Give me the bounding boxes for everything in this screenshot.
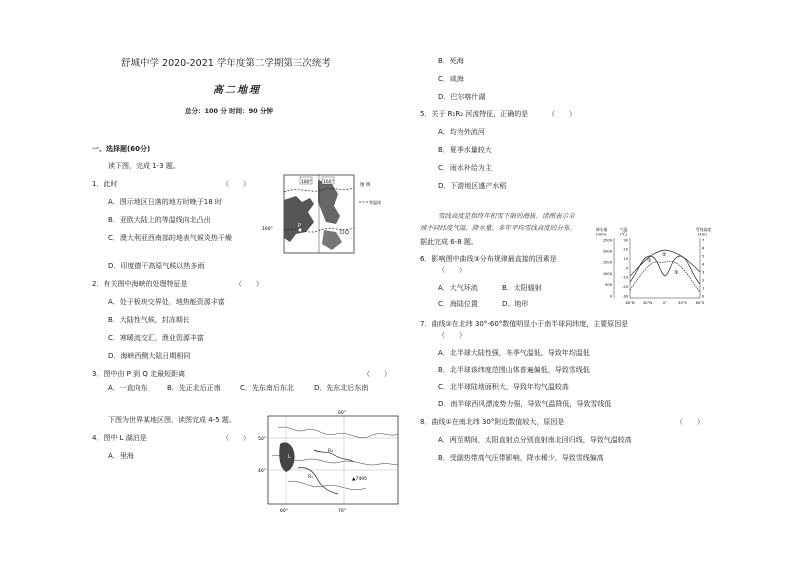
fig3-curve-label-3: ③ (674, 270, 679, 276)
q1-option-b: B．亚欧大陆上的等温线向北凸出 (108, 216, 211, 224)
q2-option-d: D．海峡西侧大陆日期相同 (108, 352, 191, 360)
q3-option-a: A．一直向东 (108, 384, 148, 392)
fig2-lon-bottom-2: 70° (338, 509, 346, 514)
fig3-mid-tick-5: -20 (622, 284, 628, 289)
fig3-right-tick-2: 5 (702, 254, 705, 259)
q3-paren: （ ） (363, 370, 391, 378)
fig3-left-tick-0: 2500 (602, 238, 612, 243)
fig3-left-ticks (603, 238, 613, 298)
fig3-curve-label-2: ② (662, 252, 667, 258)
figure-1-map (262, 172, 390, 258)
fig3-left-tick-5: 0 (609, 294, 612, 299)
q3-option-b: B．先正北后正南 (167, 384, 221, 392)
q7-paren: （ ） (438, 331, 466, 339)
q1-paren: （ ） (222, 180, 250, 188)
intro-6-8-line-2: 球不同纬度气温、降水量、多年平均雪线高度的分布。 (420, 224, 576, 232)
fig3-y-left-unit: (mm) (596, 231, 607, 237)
fig1-q-label: Q (345, 230, 349, 236)
q7-stem: 7．曲线②在北纬 30°-60°数值明显小于南半球同纬度，主要原因是 (420, 320, 629, 328)
fig3-curve-1-precip (630, 256, 700, 284)
fig3-right-tick-7: 0 (702, 294, 705, 299)
fig1-lon-label-2: 160° (323, 180, 334, 185)
q1-stem: 1．此时 (92, 180, 118, 188)
q2-stem: 2．有关图中海峡的处理特征是 (92, 280, 188, 288)
q7-option-b: B．北半球该纬度范围山体普遍偏低，导致雪线低 (438, 366, 590, 374)
q6-stem: 6．影响图中曲线③分布规律最直接的因素是 (420, 255, 557, 263)
fig3-right-tick-4: 3 (702, 270, 705, 275)
intro-1-3: 读下图，完成 1-3 题。 (108, 162, 180, 170)
fig3-left-tick-1: 2000 (602, 249, 612, 254)
fig3-x-tick-4: 60°S (695, 301, 705, 305)
subject-title: 高二地理 (213, 85, 261, 96)
q5-option-b: B．夏季水量较大 (438, 146, 492, 154)
fig3-left-tick-3: 1000 (602, 271, 612, 276)
q8-stem: 8．曲线①在南北纬 30°附近数值较大，原因是 (420, 418, 565, 426)
q3-option-d: D．先东北后东南 (314, 384, 369, 392)
fig1-legend-title: 图 例 (360, 183, 371, 188)
fig2-river-r1-label: R₁ (308, 475, 313, 480)
q1-option-a: A．图示地区日落的地方时晚于18 时 (108, 198, 222, 206)
fig1-legend-item: 等温线 (369, 200, 381, 205)
fig3-x-tick-3: 30°S (678, 301, 687, 305)
q2-option-a: A．处于板块交界处，地热能资源丰富 (108, 298, 225, 306)
figure-3-chart (588, 226, 718, 306)
q4-option-d: D．巴尔喀什湖 (438, 93, 486, 101)
q8-option-b: B．受副热带高气压带影响，降水稀少，导致雪线偏高 (438, 454, 604, 462)
q4-option-a: A．里海 (108, 452, 134, 460)
fig3-y-mid-unit: (℃) (620, 231, 628, 237)
fig3-mid-tick-0: 30 (623, 238, 628, 243)
q4-option-c: C．咸海 (438, 75, 464, 83)
fig3-mid-tick-2: 10 (623, 256, 628, 261)
q6-option-a: A．大气环流 (438, 284, 478, 292)
fig3-mid-tick-4: -10 (622, 275, 628, 280)
fig3-y-right-title: 雪线高度 (696, 227, 712, 232)
q7-option-c: C．北半球陆地面积大，导致年均气温较高 (438, 383, 569, 391)
fig2-lat-top: 60° (338, 411, 346, 416)
fig2-peak-label: ▲7495 (352, 477, 367, 482)
intro-6-8-line-3: 据此完成 6-8 题。 (420, 238, 478, 246)
fig3-x-tick-1: 30°N (642, 301, 653, 305)
figure-2-map (258, 408, 410, 516)
fig3-left-tick-4: 500 (605, 283, 612, 288)
intro-4-5: 下图为世界某地区图，读图完成 4-5 题。 (108, 416, 236, 424)
fig3-mid-ticks (622, 238, 629, 298)
fig3-left-tick-2: 1500 (602, 260, 612, 265)
fig2-lon-bottom-1: 60° (280, 509, 288, 514)
fig1-point-q (340, 230, 344, 234)
fig1-lon-label-1: 180° (301, 180, 312, 185)
q5-option-d: D．下游地区盛产水稻 (438, 182, 507, 190)
fig3-right-ticks (702, 238, 705, 298)
q5-option-c: C．雨水补给为主 (438, 164, 492, 172)
fig2-lake-label: L (288, 454, 291, 460)
exam-info: 总分：100 分 时间：90 分钟 (185, 107, 273, 115)
exam-title: 舒城中学 2020-2021 学年度第二学期第三次统考 (121, 58, 331, 69)
fig3-y-mid-title: 气温 (620, 227, 628, 232)
q3-stem: 3．图中由 P 到 Q 走最短距离 (92, 370, 186, 378)
q1-option-c: C．澳大利亚西南部的地表气候炎热干燥 (108, 234, 232, 242)
fig3-right-tick-1: 6 (702, 246, 705, 251)
q8-option-a: A．两至期间，太阳直射点分别直射南北回归线，导致气温较高 (438, 436, 632, 444)
fig1-lon-left: 160° (262, 227, 273, 232)
fig2-lat-left: 50° (258, 437, 266, 442)
q6-paren: （ ） (438, 266, 466, 274)
fig2-lat-left-2: 40° (258, 469, 266, 474)
fig3-curve-label-1: ① (647, 258, 652, 264)
fig3-right-tick-5: 2 (702, 278, 705, 283)
section-heading: 一、选择题(60分) (92, 145, 151, 153)
fig3-right-tick-3: 4 (702, 262, 705, 267)
fig3-right-tick-6: 1 (702, 286, 705, 291)
q4-stem: 4．图中 L 湖泊是 (92, 434, 147, 442)
q6-option-b: B．太阳辐射 (502, 284, 542, 292)
fig3-mid-tick-6: -30 (622, 294, 628, 299)
q2-paren: （ ） (235, 280, 263, 288)
q3-option-c: C．先东南后东北 (240, 384, 294, 392)
q5-paren: （ ） (548, 110, 576, 118)
intro-6-8-line-1: 雪线高度是指终年积雪下限的海拔。读图表示全 (438, 212, 575, 220)
q1-option-d: D．印度德干高原气候以热多雨 (108, 262, 205, 270)
fig3-mid-tick-1: 20 (623, 247, 628, 252)
fig3-y-left-title: 降水量 (596, 227, 608, 232)
fig3-mid-tick-3: 0 (625, 266, 628, 271)
q5-option-a: A．均为外流河 (438, 128, 485, 136)
fig3-right-tick-0: 7 (702, 238, 705, 243)
q4-option-b: B．死海 (438, 57, 464, 65)
fig3-x-ticks (625, 301, 705, 305)
fig3-x-tick-2: 0° (662, 301, 668, 305)
fig2-river-r2-label: R₂ (328, 449, 333, 454)
q7-option-a: A．北半球大陆性强，冬季气温低，导致年均温低 (438, 349, 590, 357)
q4-paren: （ ） (222, 434, 250, 442)
q7-option-d: D．南半球西风漂流势力强，导致气温降低，导致雪线低 (438, 400, 612, 408)
fig3-y-right-unit: (km) (698, 231, 707, 237)
q6-option-c: C．海陆位置 (438, 300, 478, 308)
fig3-x-tick-0: 60°N (625, 301, 635, 305)
q6-option-d: D．地形 (502, 300, 529, 308)
q5-stem: 5．关于 R₁R₂ 河流特征，正确的是 (420, 110, 529, 118)
fig1-p-label: P (298, 223, 302, 229)
q2-option-c: C．寒暖流交汇，渔业资源丰富 (108, 334, 204, 342)
q8-paren: （ ） (676, 418, 704, 426)
q2-option-b: B．大陆性气候，封冻期长 (108, 316, 190, 324)
